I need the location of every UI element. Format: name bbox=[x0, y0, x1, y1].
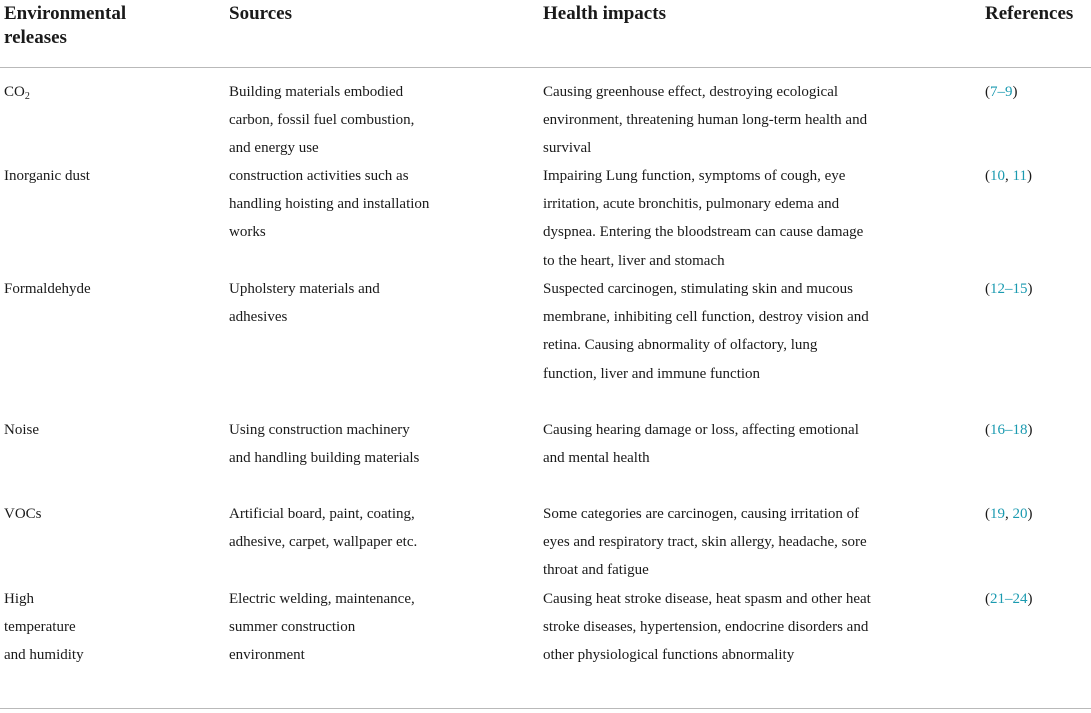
reference-link[interactable]: 7 bbox=[990, 84, 998, 100]
reference-link[interactable]: 20 bbox=[1012, 506, 1028, 522]
release-cell: VOCs bbox=[4, 506, 42, 522]
impacts-cell: Causing hearing damage or loss, affecting emotional and mental health bbox=[543, 422, 859, 467]
release-cell: Formaldehyde bbox=[4, 281, 91, 297]
reference-link[interactable]: 10 bbox=[990, 168, 1005, 184]
reference-link[interactable]: 16 bbox=[990, 422, 1005, 438]
impacts-cell: Suspected carcinogen, stimulating skin and mucous membrane, inhibiting cell function, destroy vision and retina. Causing abnormality of olfactory, lung function, liver and immune function bbox=[543, 281, 869, 382]
reference-link[interactable]: 24 bbox=[1012, 591, 1028, 607]
impacts-cell: Impairing Lung function, symptoms of cough, eye irritation, acute bronchitis, pulmonary edema and dyspnea. Entering the bloodstream can cause damage to the heart, liver and stomach bbox=[543, 168, 864, 269]
impacts-cell: Causing heat stroke disease, heat spasm and other heat stroke diseases, hypertension, endocrine disorders and other physiological functions abnormality bbox=[543, 591, 871, 664]
references-cell: (7–9) bbox=[985, 84, 1018, 100]
header-references: References bbox=[985, 3, 1074, 24]
reference-separator: , bbox=[1005, 506, 1013, 522]
header-rule bbox=[0, 67, 1091, 68]
references-cell: (19, 20) bbox=[985, 506, 1033, 522]
release-cell: $CO_2$ bbox=[4, 84, 30, 102]
sources-cell: Using construction machinery and handling building materials bbox=[229, 422, 420, 467]
references-cell: (12–15) bbox=[985, 281, 1033, 297]
references-cell: (21–24) bbox=[985, 591, 1033, 607]
sources-cell: Upholstery materials and adhesives bbox=[229, 281, 380, 326]
reference-separator: – bbox=[997, 84, 1005, 100]
reference-link[interactable]: 15 bbox=[1012, 281, 1028, 297]
sources-cell: construction activities such as handling hoisting and installation works bbox=[229, 168, 430, 241]
reference-link[interactable]: 18 bbox=[1012, 422, 1028, 438]
impacts-cell: Causing greenhouse effect, destroying ecological environment, threatening human long-term health and survival bbox=[543, 84, 868, 157]
reference-separator: – bbox=[1005, 591, 1013, 607]
reference-separator: , bbox=[1005, 168, 1013, 184]
reference-link[interactable]: 19 bbox=[990, 506, 1005, 522]
reference-separator: – bbox=[1005, 422, 1013, 438]
sources-cell: Electric welding, maintenance, summer construction environment bbox=[229, 591, 415, 664]
header-sources: Sources bbox=[229, 3, 292, 24]
references-cell: (16–18) bbox=[985, 422, 1033, 438]
reference-link[interactable]: 11 bbox=[1012, 168, 1027, 184]
impacts-cell: Some categories are carcinogen, causing irritation of eyes and respiratory tract, skin allergy, headache, sore throat and fatigue bbox=[543, 506, 867, 579]
reference-separator: – bbox=[1005, 281, 1013, 297]
reference-link[interactable]: 9 bbox=[1005, 84, 1013, 100]
release-cell: Noise bbox=[4, 422, 39, 438]
header-environmental-releases: Environmental releases bbox=[4, 3, 127, 48]
sources-cell: Building materials embodied carbon, fossil fuel combustion, and energy use bbox=[229, 84, 415, 157]
header-health-impacts: Health impacts bbox=[543, 3, 666, 24]
reference-link[interactable]: 21 bbox=[990, 591, 1005, 607]
footer-rule bbox=[0, 708, 1091, 709]
reference-link[interactable]: 12 bbox=[990, 281, 1005, 297]
sources-cell: Artificial board, paint, coating, adhesive, carpet, wallpaper etc. bbox=[229, 506, 418, 551]
references-cell: (10, 11) bbox=[985, 168, 1032, 184]
release-cell: High temperature and humidity bbox=[4, 591, 84, 664]
release-cell: Inorganic dust bbox=[4, 168, 90, 184]
